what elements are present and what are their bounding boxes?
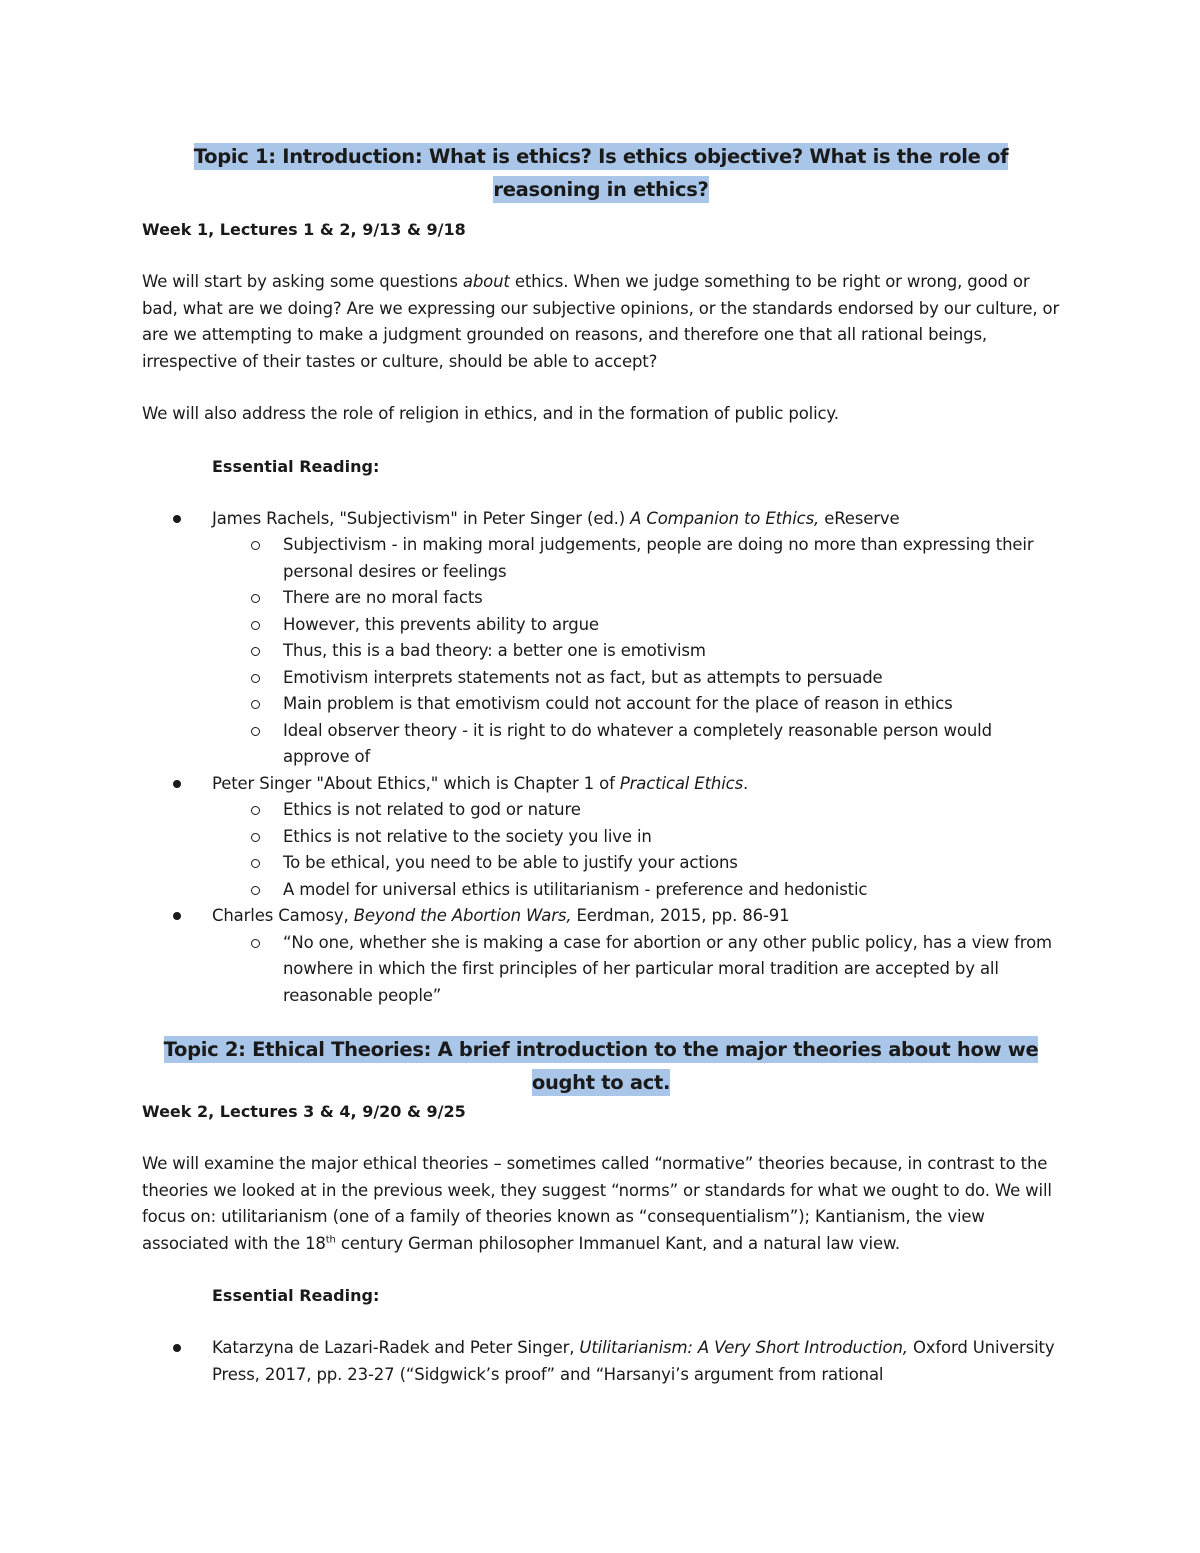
topic-2-intro-paragraph: We will examine the major ethical theories – sometimes called “normative” theories because, in contrast to the theories we looked at in the previous week, they suggest “norms” or standards for what we ought to do. We will focus on: utilitarianism (one of a family of theories known as “consequentialism”); Kantianism, the view associated with the 18th century German philosopher Immanuel Kant, and a natural law view. — [142, 1154, 1052, 1253]
bullet-icon — [173, 515, 181, 523]
circle-bullet-icon — [251, 674, 260, 683]
circle-bullet-icon — [251, 727, 260, 736]
note-item: Emotivism interprets statements not as fact, but as attempts to persuade — [212, 665, 1060, 692]
topic-1-week: Week 1, Lectures 1 & 2, 9/13 & 9/18 — [142, 220, 466, 239]
note-item: However, this prevents ability to argue — [212, 612, 1060, 639]
circle-bullet-icon — [251, 621, 260, 630]
note-item: To be ethical, you need to be able to justify your actions — [212, 850, 1060, 877]
note-item: Main problem is that emotivism could not account for the place of reason in ethics — [212, 691, 1060, 718]
topic-2-heading — [142, 1033, 1060, 1099]
reading-notes — [212, 532, 1060, 771]
reading-notes — [212, 797, 1060, 903]
topic-2-week: Week 2, Lectures 3 & 4, 9/20 & 9/25 — [142, 1102, 466, 1121]
bullet-icon — [173, 1344, 181, 1352]
topic-2-reading-list — [142, 1335, 1060, 1388]
note-item: A model for universal ethics is utilitarianism - preference and hedonistic — [212, 877, 1060, 904]
bullet-icon — [173, 780, 181, 788]
topic-2-heading-text: Topic 2: Ethical Theories: A brief introduction to the major theories about how we ought to act. — [163, 1038, 1039, 1094]
circle-bullet-icon — [251, 886, 260, 895]
topic-1-essential-reading-label: Essential Reading: — [212, 456, 380, 476]
reading-item: Charles Camosy, Beyond the Abortion Wars, Eerdman, 2015, pp. 86-91 “No one, whether she is making a case for abortion or any other public policy, has a view from nowhere in which the first principles of her particular moral tradition are accepted by all reasonable people” — [142, 903, 1060, 1009]
topic-1-heading — [142, 140, 1060, 206]
circle-bullet-icon — [251, 833, 260, 842]
reading-item: Katarzyna de Lazari-Radek and Peter Singer, Utilitarianism: A Very Short Introduction, Oxford University Press, 2017, pp. 23-27 (“Sidgwick’s proof” and “Harsanyi’s argument from rational — [142, 1335, 1060, 1388]
circle-bullet-icon — [251, 647, 260, 656]
note-item: Ideal observer theory - it is right to do whatever a completely reasonable person would approve of — [212, 718, 1060, 771]
circle-bullet-icon — [251, 939, 260, 948]
note-item: Subjectivism - in making moral judgements, people are doing no more than expressing their personal desires or feelings — [212, 532, 1060, 585]
circle-bullet-icon — [251, 541, 260, 550]
circle-bullet-icon — [251, 700, 260, 709]
reading-item: James Rachels, "Subjectivism" in Peter Singer (ed.) A Companion to Ethics, eReserve Subjectivism - in making moral judgements, people are doing no more than expressing their personal desires or feelings There are no moral facts However, this prevents ability to argue Thus, this is a bad theory: a better one is emotivism Emotivism interprets statements not as fact, but as attempts to persuade Main problem is that emotivism could not account for the place of reason in ethics Ideal observer theory - it is right to do whatever a completely reasonable person would approve of — [142, 506, 1060, 771]
topic-1-religion-paragraph: We will also address the role of religion in ethics, and in the formation of public policy. — [142, 404, 839, 423]
reading-item: Peter Singer "About Ethics," which is Chapter 1 of Practical Ethics. Ethics is not related to god or nature Ethics is not relative to the society you live in To be ethical, you need to be able to justify your actions A model for universal ethics is utilitarianism - preference and hedonistic — [142, 771, 1060, 904]
note-item: There are no moral facts — [212, 585, 1060, 612]
topic-1-reading-list — [142, 506, 1060, 1010]
topic-1-intro-paragraph: We will start by asking some questions about ethics. When we judge something to be right or wrong, good or bad, what are we doing? Are we expressing our subjective opinions, or the standards endorsed by our culture, or are we attempting to make a judgment grounded on reasons, and therefore one that all rational beings, irrespective of their tastes or culture, should be able to accept? — [142, 272, 1060, 371]
note-item: Ethics is not relative to the society you live in — [212, 824, 1060, 851]
topic-2-essential-reading-label: Essential Reading: — [212, 1286, 380, 1305]
circle-bullet-icon — [251, 594, 260, 603]
circle-bullet-icon — [251, 806, 260, 815]
topic-1-heading-text: Topic 1: Introduction: What is ethics? Is ethics objective? What is the role of reasoning in ethics? — [193, 145, 1009, 201]
note-item: “No one, whether she is making a case for abortion or any other public policy, has a view from nowhere in which the first principles of her particular moral tradition are accepted by all reasonable people” — [212, 930, 1060, 1010]
bullet-icon — [173, 912, 181, 920]
note-item: Thus, this is a bad theory: a better one is emotivism — [212, 638, 1060, 665]
reading-notes — [212, 930, 1060, 1010]
document-page — [142, 140, 1060, 1388]
note-item: Ethics is not related to god or nature — [212, 797, 1060, 824]
circle-bullet-icon — [251, 859, 260, 868]
